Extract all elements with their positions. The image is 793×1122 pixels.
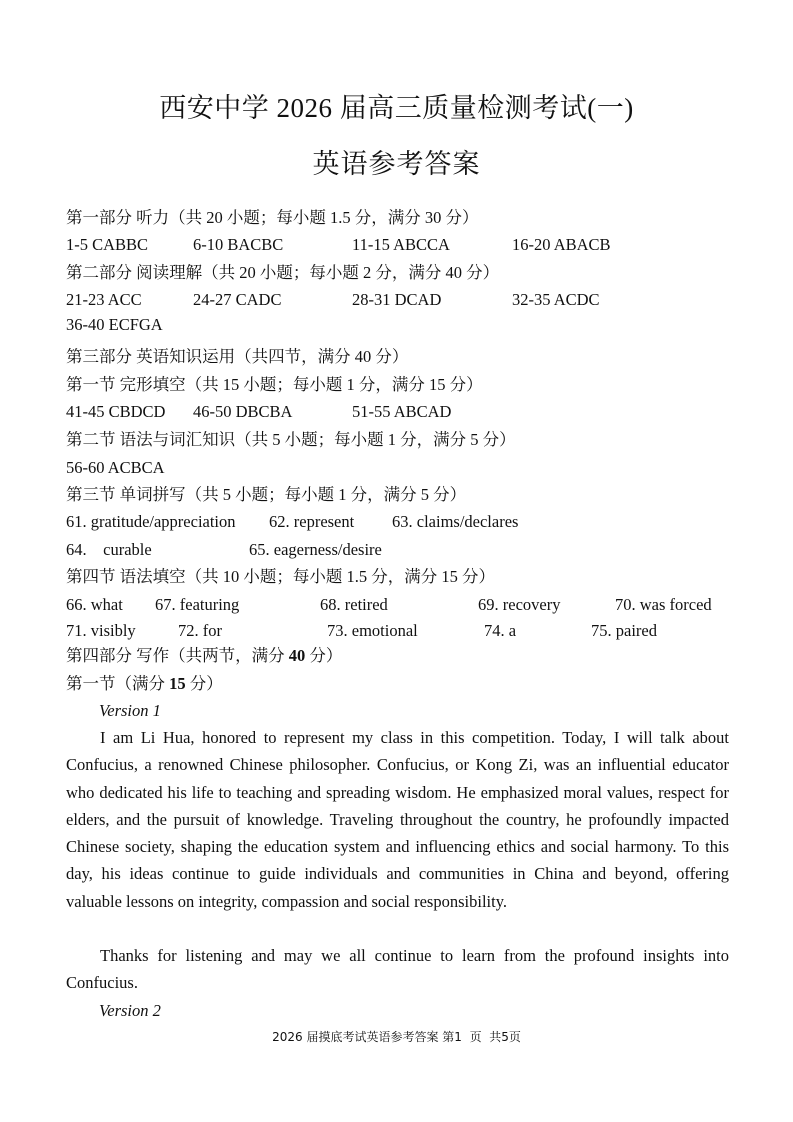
sec4-answer: 73. emotional [327,621,418,640]
sec3-answer: 65. eagerness/desire [249,540,382,559]
page-footer [0,1028,793,1045]
part4-sec1-text: 第一节（满分 [66,674,170,693]
part3-sec3-heading: 第三节 单词拼写（共 5 小题；每小题 1 分，满分 5 分） [66,485,467,504]
page-title: 西安中学 2026 届高三质量检测考试(一) [159,93,634,123]
part1-answer: 1-5 CABBC [66,235,149,254]
part1-answer: 6-10 BACBC [193,235,284,254]
sec4-answer: 72. for [178,621,222,640]
sec1-answer: 51-55 ABCAD [352,402,452,421]
part4-heading-score: 40 [288,646,306,665]
part2-answer: 21-23 ACC [66,290,142,309]
part2-answer: 36-40 ECFGA [66,315,163,334]
version2-label: Version 2 [99,1001,161,1020]
sec4-answer: 68. retired [320,595,388,614]
footer-text: 2026 届摸底考试英语参考答案 第 [272,1030,455,1044]
part1-heading: 第一部分 听力（共 20 小题；每小题 1.5 分，满分 30 分） [66,208,479,227]
part4-sec1-heading [66,674,223,694]
part1-answer: 16-20 ABACB [512,235,611,254]
footer-total-pages: 5 [501,1030,509,1044]
sec4-answer: 66. what [66,595,123,614]
footer-text: 页 [508,1030,521,1044]
part2-answer: 28-31 DCAD [352,290,442,309]
page-subtitle: 英语参考答案 [312,149,481,179]
sec3-answer: 62. represent [269,512,355,531]
part4-sec1-score: 15 [169,674,186,693]
version1-label: Version 1 [99,701,161,720]
part3-sec1-heading: 第一节 完形填空（共 15 小题；每小题 1 分，满分 15 分） [66,375,483,394]
part2-heading: 第二部分 阅读理解（共 20 小题；每小题 2 分，满分 40 分） [66,263,500,282]
part2-answer: 24-27 CADC [193,290,282,309]
sec1-answer: 46-50 DBCBA [193,402,293,421]
sec4-answer: 74. a [484,621,517,640]
part4-heading-text: 分） [305,646,343,665]
part4-heading-text: 第四部分 写作（共两节，满分 [66,646,289,665]
sec4-answer: 67. featuring [155,595,240,614]
part4-heading [66,646,342,666]
sec3-answer: 61. gratitude/appreciation [66,512,236,531]
sec1-answer: 41-45 CBDCD [66,402,166,421]
sec4-answer: 71. visibly [66,621,136,640]
part3-heading: 第三部分 英语知识运用（共四节，满分 40 分） [66,347,409,366]
footer-page-number: 1 [454,1030,462,1044]
part2-answer: 32-35 ACDC [512,290,600,309]
sec4-answer: 69. recovery [478,595,561,614]
sec3-answer: 64. curable [66,540,152,559]
footer-text: 页 共 [461,1030,502,1044]
part4-sec1-text: 分） [185,674,223,693]
part3-sec4-heading: 第四节 语法填空（共 10 小题；每小题 1.5 分，满分 15 分） [66,567,495,586]
part1-answer: 11-15 ABCCA [352,235,450,254]
sec2-answer: 56-60 ACBCA [66,458,165,477]
sec4-answer: 75. paired [591,621,657,640]
part3-sec2-heading: 第二节 语法与词汇知识（共 5 小题；每小题 1 分，满分 5 分） [66,430,516,449]
sec3-answer: 63. claims/declares [392,512,519,531]
version1-paragraph-1: I am Li Hua, honored to represent my class in this competition. Today, I will talk about Confucius, a renowned Chinese philosopher. Confucius, or Kong Zi, was an influential educator who dedicated his life to teaching and spreading wisdom. He emphasized moral values, respect for elders, and the pursuit of knowledge. Traveling throughout the country, he profoundly impacted Chinese society, shaping the education system and influencing ethics and social harmony. To this day, his ideas continue to guide individuals and communities in China and beyond, offering valuable lessons on integrity, compassion and social responsibility. [66,728,729,911]
version1-paragraph-2: Thanks for listening and may we all continue to learn from the profound insights into Confucius. [66,946,729,993]
sec4-answer: 70. was forced [615,595,712,614]
